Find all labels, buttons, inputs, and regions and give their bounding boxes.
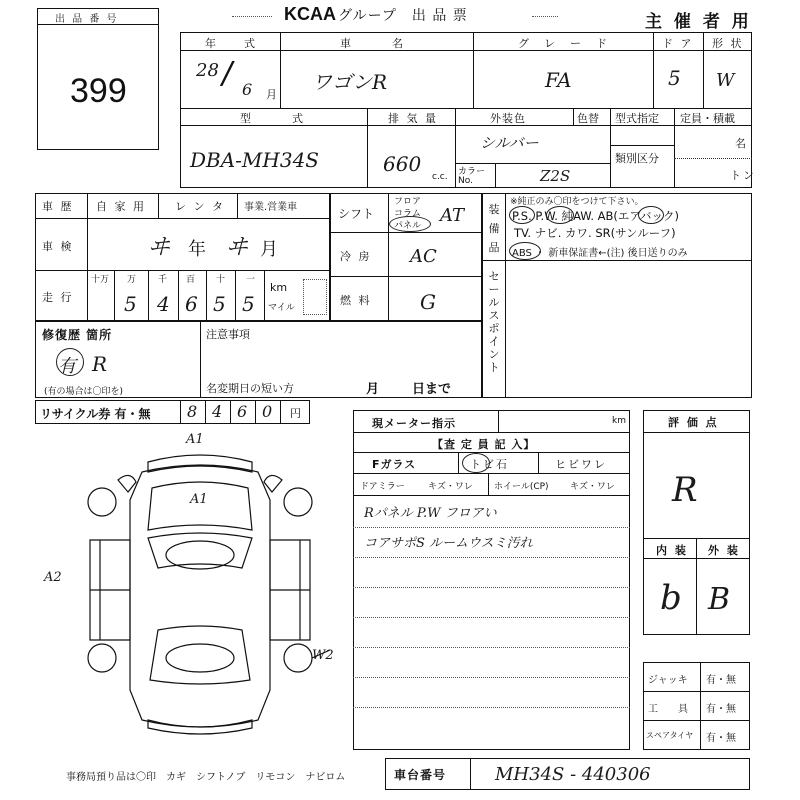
shape-label: 形 状 — [712, 37, 744, 50]
meter-label: 現メーター指示 — [372, 417, 456, 430]
shift-label: シフト — [338, 207, 375, 221]
form-title: グループ 出 品 票 — [338, 8, 468, 24]
mileage-unit-km: km — [270, 281, 288, 294]
color-no-value: Z2S — [540, 167, 571, 185]
repair-label: 修復歴 箇所 — [42, 328, 113, 342]
spare-label: スペアタイヤ — [646, 731, 694, 740]
type-spec-label: 型式指定 — [615, 112, 659, 125]
equipment-label: 装備品 — [488, 203, 500, 254]
sales-point-label: セールスポイント — [488, 270, 500, 374]
pw-circle — [546, 206, 574, 224]
wheel-options: キズ・ワレ — [570, 482, 615, 492]
recycle-digit-3: 6 — [237, 402, 248, 421]
exterior-color-value: シルバー — [480, 134, 539, 152]
repair-value-circled: 有 — [58, 356, 76, 377]
year-label: 年 式 — [205, 37, 257, 50]
name-change-day: 日まで — [412, 382, 452, 397]
inspection-year-unit: 年 — [188, 239, 206, 260]
recycle-digit-1: 8 — [187, 402, 198, 421]
color-no-label: カラーNo. — [458, 167, 486, 186]
ac-label: 冷 房 — [340, 250, 372, 263]
copy-label: 主 催 者 用 — [645, 12, 752, 32]
exterior-label: 外 装 — [708, 544, 740, 557]
model-label: 型 式 — [240, 112, 305, 125]
model-value: DBA-MH34S — [190, 148, 320, 172]
inspection-label: 車 検 — [42, 240, 74, 253]
mileage-digit-10: 5 — [213, 292, 226, 316]
shift-circle — [389, 216, 431, 232]
usage-rental: レ ン タ — [175, 200, 225, 213]
inspection-year: ヰ — [148, 235, 171, 260]
shift-column: コラム — [394, 209, 421, 219]
inspection-month: ヰ — [226, 235, 249, 260]
score-value: R — [672, 470, 698, 510]
diagram-label-hood: A1 — [190, 492, 208, 507]
mileage-place-1k: 千 — [158, 275, 168, 285]
spare-option: 有・無 — [706, 733, 736, 744]
mile-checkbox — [303, 279, 327, 315]
mileage-digit-100: 6 — [185, 292, 198, 316]
recycle-digit-4: 0 — [262, 402, 273, 421]
capacity-person-unit: 名 — [735, 137, 748, 150]
name-label: 車 名 — [340, 37, 405, 50]
month-value: 6 — [242, 80, 253, 99]
chassis-value: MH34S - 440306 — [495, 764, 651, 785]
interior-label: 内 装 — [656, 544, 688, 557]
ps-circle — [509, 206, 535, 224]
meter-unit: km — [612, 416, 626, 426]
header-dots-left — [232, 16, 272, 17]
fglass-option-crack: ヒビワレ — [555, 458, 607, 471]
shift-value: AT — [440, 205, 465, 226]
name-change-month: 月 — [366, 382, 382, 397]
car-diagram — [80, 440, 340, 740]
equipment-row2: TV. ナビ. カワ. SR(サンルーフ) — [514, 226, 676, 240]
chassis-label: 車台番号 — [394, 768, 447, 782]
year-slash: / — [222, 56, 233, 91]
score-label: 評 価 点 — [668, 416, 719, 429]
recycle-unit: 円 — [290, 407, 303, 420]
lot-number: 399 — [70, 72, 127, 110]
fuel-value: G — [420, 290, 436, 314]
jack-label: ジャッキ — [648, 675, 688, 686]
displacement-value: 660 — [383, 152, 422, 176]
jack-option: 有・無 — [706, 675, 736, 686]
category-label: 類別区分 — [615, 152, 659, 165]
brand-logo: KCAA — [284, 4, 336, 24]
mileage-place-100k: 十万 — [91, 275, 110, 285]
header-dots-right — [532, 16, 558, 17]
inspector-comment-1: Rパネル P.W フロアい — [364, 506, 497, 521]
mileage-digit-1: 5 — [242, 292, 255, 316]
recycle-digit-2: 4 — [212, 402, 223, 421]
interior-value: b — [660, 578, 682, 618]
repaint-label: 色替 — [577, 112, 599, 125]
mileage-place-100: 百 — [186, 275, 196, 285]
tool-label: 工 具 — [648, 704, 688, 715]
fglass-label: Fガラス — [372, 458, 417, 471]
mileage-place-10: 十 — [216, 275, 226, 285]
equipment-row3: ABS ・ 新車保証書←(注) 後日送りのみ — [512, 248, 688, 259]
mirror-options: キズ・ワレ — [428, 482, 473, 492]
inspector-comment-2: コアサポS ルームウスミ汚れ — [364, 536, 533, 551]
equipment-row1: P.S. P.W. 純AW. AB(エアバック) — [512, 209, 679, 223]
shape-value: W — [716, 70, 735, 91]
shift-floor: フロア — [394, 197, 422, 207]
diagram-label-top: A1 — [186, 432, 204, 447]
fglass-option-chip: トビ石 — [470, 458, 509, 471]
diagram-label-left: A2 — [44, 570, 62, 585]
capacity-ton-unit: トン — [730, 169, 756, 182]
mileage-unit-mile: マイル — [268, 303, 295, 313]
capacity-label: 定員・積載 — [680, 112, 735, 125]
doors-value: 5 — [668, 66, 681, 90]
repair-circle — [56, 348, 84, 376]
year-value: 28 — [196, 60, 219, 81]
repair-value: R — [92, 352, 108, 376]
recycle-label: リサイクル券 有・無 — [40, 407, 151, 421]
mileage-place-1: 一 — [246, 275, 256, 285]
lot-number-label: 出 品 番 号 — [55, 14, 119, 25]
fuel-label: 燃 料 — [340, 294, 372, 307]
mileage-digit-1k: 4 — [157, 292, 170, 316]
usage-label: 車 歴 — [42, 200, 74, 213]
displacement-unit: c.c. — [432, 172, 448, 182]
chip-circle — [462, 453, 490, 473]
name-change-label: 名変期日の短い方 — [206, 382, 294, 395]
grade-value: FA — [545, 68, 572, 92]
shift-panel: パネル — [394, 221, 422, 231]
mileage-digit-10k: 5 — [124, 292, 137, 316]
ab-circle — [638, 206, 664, 224]
tool-option: 有・無 — [706, 704, 736, 715]
grade-label: グ レ ー ド — [518, 37, 609, 50]
month-unit: 月 — [266, 88, 277, 101]
exterior-value: B — [708, 582, 731, 617]
equipment-note: ※純正のみ〇印をつけて下さい。 — [510, 197, 644, 207]
abs-circle — [509, 242, 541, 260]
inspection-month-unit: 月 — [260, 239, 278, 260]
footer-note: 事務局預り品は〇印 カギ シフトノブ リモコン ナビロム — [66, 772, 346, 783]
usage-private: 自 家 用 — [96, 200, 146, 213]
mileage-label: 走 行 — [42, 291, 74, 304]
exterior-color-label: 外装色 — [490, 112, 526, 125]
notes-label: 注意事項 — [206, 328, 250, 341]
repair-hint: (有の場合は〇印を) — [44, 387, 124, 397]
ac-value: AC — [410, 246, 437, 267]
mileage-place-10k: 万 — [127, 275, 137, 285]
displacement-label: 排 気 量 — [388, 112, 438, 125]
usage-commercial: 事業.営業車 — [244, 202, 298, 213]
mirror-label: ドアミラー — [360, 482, 405, 492]
name-value: ワゴンR — [312, 70, 388, 94]
diagram-label-wheel: W2 — [312, 648, 334, 663]
doors-label: ド ア — [662, 37, 694, 50]
inspector-section-label: 【査 定 員 記 入】 — [432, 438, 536, 451]
wheel-label: ホイール(CP) — [494, 482, 549, 492]
